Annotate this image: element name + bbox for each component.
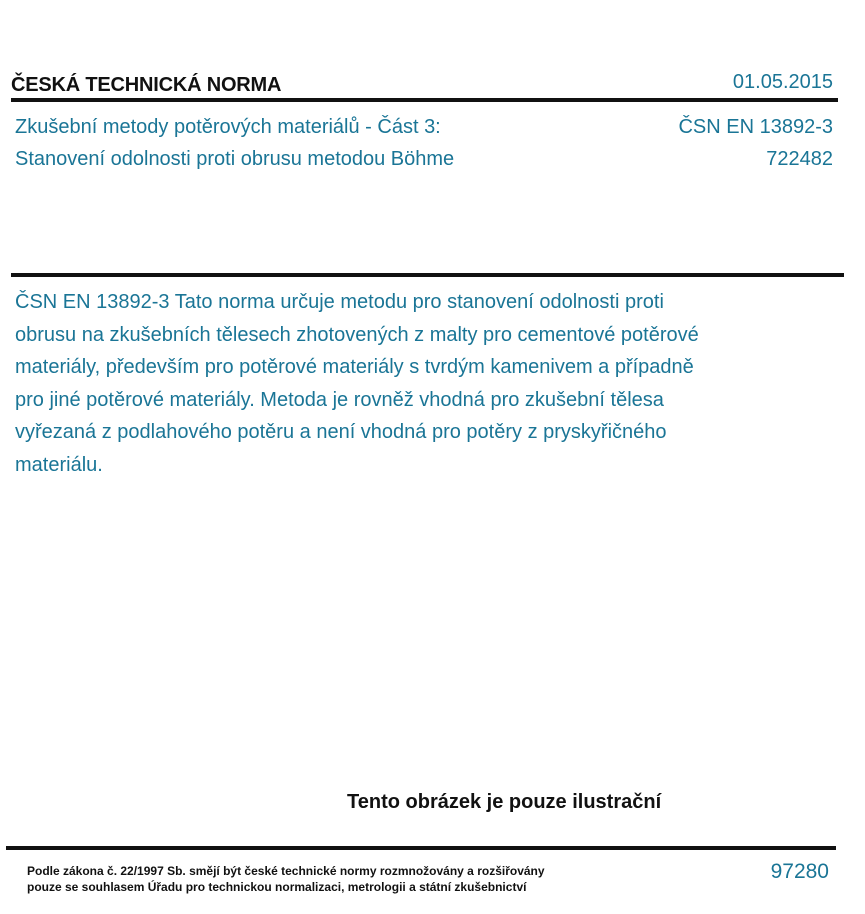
header-divider xyxy=(11,98,838,102)
abstract-text: ČSN EN 13892-3 Tato norma určuje metodu pro stanovení odolnosti proti obrusu na zkušebních tělesech zhotovených z malty pro cementové potěrové materiály, především pro potěrové materiály s tvrdým kamenivem a případně pro jiné potěrové materiály. Metoda je rovněž vhodná pro zkušební tělesa vyřezaná z podlahového potěru a není vhodná pro potěry z pryskyřičného materiálu. xyxy=(15,291,699,476)
standard-code: ČSN EN 13892-3 xyxy=(678,116,833,138)
section-divider xyxy=(11,273,844,277)
legal-notice-line-2: pouze se souhlasem Úřadu pro technickou normalizaci, metrologii a státní zkušebnictví xyxy=(27,880,527,894)
norm-header-title: ČESKÁ TECHNICKÁ NORMA xyxy=(11,74,282,96)
document-title-line-2: Stanovení odolnosti proti obrusu metodou Böhme xyxy=(15,148,455,170)
legal-notice xyxy=(27,863,545,895)
document-number: 97280 xyxy=(770,860,829,883)
publication-date: 01.05.2015 xyxy=(732,71,833,93)
document-title-line-1: Zkušební metody potěrových materiálů - Část 3: xyxy=(15,116,441,138)
illustrative-notice: Tento obrázek je pouze ilustrační xyxy=(347,791,662,813)
class-number: 722482 xyxy=(766,148,833,170)
legal-notice-line-1: Podle zákona č. 22/1997 Sb. smějí být české technické normy rozmnožovány a rozšiřovány xyxy=(27,864,545,878)
footer-divider xyxy=(6,846,836,850)
